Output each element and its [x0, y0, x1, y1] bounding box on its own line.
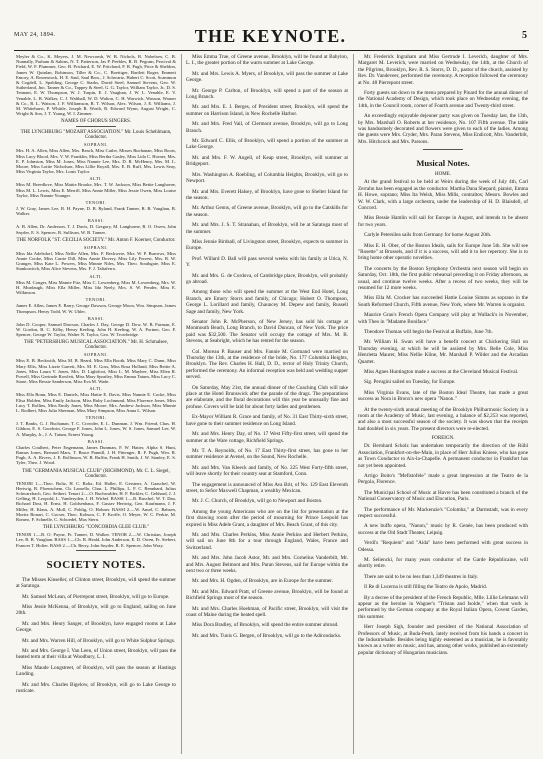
- society-note: Mr. and Mrs. Henry Day, of No. 17 West Fifty-first street, will spend the summer at the Ware cottage, Richfield Springs.: [186, 431, 348, 444]
- society-note: Among the young Americans who are on the list for presentation at the first drawing room after the period of mourning for Prince Leopold has expired is Miss Adele Grant, a daughter of Mrs. Beach Grant, of this city.: [186, 508, 348, 528]
- music-note: Sig. Perugini sailed on Tuesday, for Europe.: [364, 379, 456, 386]
- society-note: Ex-Mayor William R. Grace and family, of No. 31 East Thirty-sixth street, have gone to their summer residence on Long Island.: [186, 414, 348, 427]
- society-note: Mr. and Mrs. Charles Bigelow, of Brooklyn, will go to Lake George to rusticate.: [16, 681, 176, 695]
- divider: [76, 550, 116, 551]
- page-header: [14, 26, 527, 46]
- society-note: Mr. and Mrs. Tunis G. Bergen, of Brooklyn, will go to the Adirondacks.: [192, 632, 342, 639]
- society-note: Miss Jennie Birdsall, of Livingston street, Brooklyn, expects to summer in Europe.: [186, 238, 348, 252]
- society-note: Mr. and Mrs. John Jacob Astor, Mr. and Mrs. Cornelius Vanderbilt, Mr. and Mrs. August Belmont and Mrs. Paran Stevens, sail for Europe within the next two or three weeks.: [186, 555, 348, 574]
- issue-date: MAY 24, 1894.: [14, 32, 56, 38]
- singer-list: J. W. Gray, James Lee, R. H. Payne, D. B. Ryland, Frank Tanner, R. B. Vaughan, B. Walker.: [16, 206, 176, 217]
- singer-list: Miss M. Conger, Miss Mamie Fitz, Miss C. Lowenberg, Miss M. Lowenberg, Mrs. W. H. Murdaugh, Miss Ella Miller, Miss Ida Neely, Mrs. S. W. Pender, Miss E. Wilkinson.: [16, 279, 176, 296]
- subscriber-list: Meyler & Co., K. Meyers, J. M. Newcomb, W. B. Nichols, R. Nobelsen, C. B. Nunnally, Parham & Sabins, N. T. Patterson, Jas P. Peebles, R. B. Pegram, Percival & Field, W. F. Plummer, Geo. B. Prichard, E. W. Pritchard, F. R. Pugh, Price & Sheldon, James W. Quinlan, Robinson, Tiller & Co., C. Boettiger, Bartlett Roger, Emmett Emory, A. Rosenstock, H. E. Saul, Saul Bros., J. Schwartz, Hubert C. Scott, Scammon & Cogdell, L. Spalding, George C. Starks, David Steel, Samuel Stevens, Geo. W. Sutherland, Jno. Tanner & Co., Tappey & Steel, G. G. Taylor, William Taylor, Jr., D. S. Tennant, E. W. Thompson, W. J. Turpin, E. J. Vaughan, J. W. L. Venable, E. V. Venable, L. B. Walker, C. J. Walthall, W. D. Walton, C. H. Warwick, Wasson, Warner & Co., R. L. Watson, J. F. Williamson, R. T. Wilson, Alex. Wilson, J. E. Williams, J. M. Whitehurst, P. Whittle, Joseph R. Worth, R. Edward Wynn, August Wright, C. Wright & Son, J. T. Young, W. I. Zimmer.: [16, 54, 176, 117]
- music-note: By a decree of the president of the French Republic, Mlle. Lillie Lehmann will appear as the heroine in Wagner's "Tristan and Isolde," when that work is performed by the German company at the Royal Italian Opera, Covent Garden, this summer.: [358, 594, 528, 620]
- music-note: Carlyle Petersilea sails from Germany for home August 20th.: [364, 232, 492, 239]
- society-note: On Saturday, May 21st, the annual dinner of the Coaching Club will take place at the Hotel Brunswick after the parade of the drags. The preparations are elaborate, and the floral decorations will this year be unusually fine and profuse. Covers will be laid for about forty ladies and gentlemen.: [186, 384, 348, 410]
- music-note: Miss E. H. Ober, of the Boston Ideals, sails for Europe June 5th. She will see "Rosette" at Brussels, and if it is a success, will add it to her repertory. She is to bring home other operatic novelties.: [358, 242, 528, 262]
- masthead-title: THE KEYNOTE.: [194, 26, 347, 46]
- choir-heading: THE "PETERSBURG MUSICAL ASSOCIATION." Mr. H. Schmalsee, Conductor.: [24, 340, 168, 351]
- divider: [423, 149, 463, 150]
- music-note: Miss Agnes Huntington made a success at the Cleveland Musical Festival.: [364, 369, 519, 376]
- column-divider: [181, 54, 182, 754]
- voice-heading: BASSI.: [87, 438, 105, 444]
- society-note: Mr. and Mrs. George I. Van Leen, of Union street, Brooklyn, will pass the heated term at their villa at Woodbury, L. I.: [16, 648, 176, 661]
- foreign-subheading: FOREIGN.: [431, 436, 455, 442]
- music-note: M. Seliencki, for many years conductor of the Garde Républicaine, will shortly retire.: [358, 556, 528, 570]
- society-note: Mr. and Mrs. J. S. T. Stranahan, of Brooklyn, will be at Saratoga most of the summer.: [186, 222, 348, 235]
- music-note: Il Re di Lucerna is still filling the Teatro de Apolo, Madrid.: [364, 584, 488, 591]
- society-note: Mr. and Mrs. G. de Cordova, of Cambridge place, Brooklyn, will probably go abroad.: [186, 272, 348, 285]
- society-note: Mr. and Mrs. Henry Sanger, of Brooklyn, have engaged rooms at Lake George.: [16, 620, 176, 634]
- chorus-singers-heading: NAMES OF CHORUS SINGERS.: [60, 119, 131, 125]
- society-note: Mr. and Mrs. H. Ogden, of Brooklyn, are in Europe for the summer.: [192, 578, 333, 585]
- society-note: An exceedingly enjoyable dejeuner party was given on Tuesday last, the 13th, by Mrs. Marshall O. Roberts at her residence, No. 107 Fifth avenue. The table was handsomely decorated and flowers were given to each of the ladies. Among the guests were Mrs. Cryder, Mrs. Paran Stevens, Miss Endicott, Mrs. Vanderbilt, Mrs. Hitchcock and Mrs. Parsons.: [358, 113, 528, 145]
- voice-heading: TENORI.: [85, 297, 107, 303]
- singer-list: Miss E. B. Beckwith, Miss M. B. Beard, Miss Ella Booth, Miss Mary C. Dunn, Miss Mary Ellis, Miss Lizzie Garrett, Mrs. M. E. Goss, Miss Rosa Holland, Miss Bettie A. Jones, Miss Laura V. Jones, Mrs. D. Lightfoot, Miss L. M. Maybee, Miss Ellen R. Powell, Miss Gertrude Rowlett, Miss Mary Spratley, Miss Emma Tatum, Miss Lucy C. Stone, Miss Bessie Sanderson, Miss Eva M. Wade.: [16, 358, 176, 385]
- musical-notes-heading: Musical Notes.: [416, 158, 470, 169]
- voice-heading: SOPRANI.: [84, 352, 108, 358]
- society-note: Mr. and Mrs. Lewis A. Myers, of Brooklyn, will pass the summer at Lake George.: [186, 70, 348, 84]
- society-note: Mr. George P. Carlton, of Brooklyn, will spend a part of the season at Long Branch.: [186, 87, 348, 101]
- society-notes-heading: SOCIETY NOTES.: [46, 558, 146, 571]
- singer-list: TENOR 1.—R. O. Payne, Fr. Tanner, D. Walker. TENOR 2.—W. Christian, Joseph Lee, R. B. Vaughan. BASS 1.—Ch. R. Heald, John Anderson, E. D. Owen, Fr. Siebert, Frances T. Holter. BASS 2.—Ch. Berry, John Snyder, R. E. Spencer, John Wray.: [16, 532, 176, 548]
- society-note: Mr. and Mrs. Fred Vail, of Clermont avenue, Brooklyn, will go to Long Branch.: [186, 121, 348, 134]
- voice-heading: BASSI.: [87, 315, 105, 321]
- society-note: Mr. Samuel McLean, of Pierrepont street, Brooklyn, will go to Europe.: [22, 593, 170, 600]
- society-note: Miss Maude Longstreet, of Brooklyn, will pass the season at Hastings Landing.: [16, 664, 176, 678]
- society-note: Among those who will spend the summer at the West End Hotel, Long Branch, are Emory Storrs and family, of Chicago; Hubert O. Thompson, George L. Lorillard and family, Chauncey M. Depew and family, Russell Sage and family, New York.: [186, 289, 348, 315]
- home-subheading: HOME.: [435, 172, 451, 178]
- singer-list: TENORI 1.—Theo. Boltz, H. C. Boltz, Ed. Haller, E. Gerstner, A. Gaaschel, W. Hertwig, R. Floenschem, Ch. Laruello, Chas. L. Phillips, L. F. C. Rennhard, Julius Schwarzbach, Geo. Seibert. Tenori 2.—O. Buchwalder, H. F. Bickler, C. Gebhard, J. J. Gelling, H. Leopold, L. Vanderyden, J. H. Wirbel. BASSI 1.—R. Buschel, W. T. Dan, Richard Dost, H. Ernst, H. Goldsenhaus, F. Gustav Hertwig, Geo. Kaufmann, J. F. Miller, H. Klaus, A. Moll, C. Pohlig, O. Hohner. BASSI 2.—W. Ansel, C. Bahsen, Moritz Bonart, C. Gocser, Theo. Kobson, C. F. Kroffe, O. Meyer, W. C. Perkie, M. Romeo, F. Schnelle, C. Schoedel, Max Stern.: [16, 480, 176, 522]
- society-note: Mr. Arthur Genns, of Greene avenue, Brooklyn, will go to the Catskills for the season.: [186, 205, 348, 218]
- voice-heading: SOPRANI.: [84, 244, 108, 250]
- music-note: Miss Ella M. Crocker has succeeded Hattie Louise Simms as soprano in the South Reformed Church, Fifth avenue, New York, where Mr. Warren is organist.: [358, 295, 528, 308]
- singer-list: Mrs. H. A. Allen, Miss Allen, Mrs. Beach, Miss Cutler, Misses Buchanan, Miss Boots, Miss Lucy Blood, Mrs. V. W. Franklin, Miss Bertha Gasley, Miss Lida C. Horner, Mrs. E. P. Johnston, Miss M. Jones, Miss Nannie Lee, Mrs. D. R. McHenry, Mrs. M. L. Moore, Miss Lottie Nicholson, Miss Lillie Royall, Mrs. E. B. Ruff, Mrs. Lewis Seay, Miss Virginia Taylor, Mrs. Louis Taylor.: [16, 148, 176, 175]
- music-note: There are said to be no less than 1,349 theatres in Italy.: [364, 573, 479, 580]
- voice-heading: ALTI.: [89, 386, 103, 392]
- voice-heading: SOPRANI.: [84, 142, 108, 148]
- choir-heading: THE "GERMANIA MUSICAL CLUB" (RICHMOND). Mr. C. L. Siegel, Conductor.: [22, 468, 170, 479]
- society-note: Prof. Willard D. Ball will pass several weeks with his family at Utica, N. Y.: [186, 255, 348, 269]
- music-note: Arrigo Boito's "Mefistofele" made a great impression at the Teatro de la Pergola, Florence.: [358, 472, 528, 486]
- music-note: Maurice Grau's French Opera Company will play at Wallack's in November, with Theo in "Madame Boniface.": [358, 312, 528, 325]
- singer-list: J. T. Banks, G. J. Buchanan, T. C. Crowder, E. L. Dunman, J. Wm. Friend, Chas. H. Gibbon, E. S. Goodwin, George F. Jones, John L. Jones, W. S. Jones, Samuel Lee, W. A. Murphy, Jr., J. A. Tatum, Ernest Young.: [16, 421, 176, 437]
- society-note: Miss Emma True, of Greene avenue, Brooklyn, will be found at Babylon, L. I., the greater portion of the warm summer at Lake George.: [186, 54, 348, 67]
- singer-list: Charles Coulbert, Peter Engemann, James Dunman, F. W. Hatter, Alpha S. Hunt, Ramus Jones, Bernard Marx, T. Bruce Pannill, J. H. Pittenger, R. F. Pugh, Wm. R. Pugh, A. A. Rivers, J. E. Rollinson, W. B. Ruffin, Frank H. Smith, J. W. Stanley, E. S. Tyler, Theo. J. Wood.: [16, 444, 176, 466]
- page-number: 5: [522, 30, 527, 41]
- society-note: Mr. and Mrs. Everett Halsey, of Brooklyn, have gone to Shelter Island for the season.: [186, 188, 348, 201]
- singer-list: A. B. Allen, Dr. Anderson, T. J. Davis, D. Gregory, M. Langhorne, R. O. Owen, John Snyder, E. S. Spencer, R. Sullivan, W. B. Tanner.: [16, 224, 176, 235]
- music-note: The performance of Mr. Mackenzie's "Colomba," at Darmstadt, was in every respect successful.: [358, 506, 528, 519]
- voice-heading: BASSI.: [87, 218, 105, 224]
- music-note: Herr Joseph Sigh, founder and president of the National Association of Professors of Music, at Buda-Pesth, lately received from his hands a concert in the Industriehalle. Besides being highly esteemed as a musician, he is favorably known as a writer on music, and has, among other works, published an extremely popular dictionary of Hungarian musicians.: [358, 624, 528, 656]
- society-note: Mr. and Mrs. Warren Hill, of Brooklyn, will go to White Sulphur Springs.: [22, 637, 176, 644]
- music-note: Verdi's "Requiem" and "Aida" have been performed with great success in Odessa.: [358, 540, 528, 553]
- society-note: Forty guests sat down to the menu prepared by Pinard for the annual dinner of the National Academy of Design, which took place on Wednesday evening, the 14th, in the Council room, corner of Fourth avenue and Twenty-third street.: [358, 90, 528, 109]
- music-note: At the twenty-sixth annual meeting of the Brooklyn Philharmonic Society in a room at the Academy of Music, last evening, a balance of $2,253 was reported, and also a most successful season of the society. It was shown that the receipts had doubled in six years. The present directors were re-elected.: [358, 406, 528, 432]
- society-note: Col. Moreau P. Bauser and Mrs. Fannie M. Gormand were married on Thursday the 13th, at the residence of the bride, No. 177 Columbia Heights, Brooklyn. The Rev. Charles H. Hall, D. D., rector of Holy Trinity Church, performed the ceremony. An informal reception was held and wedding supper served.: [186, 348, 348, 381]
- music-note: The concerts by the Boston Symphony Orchestra next season will begin on Saturday, Oct. 18th, the first public rehearsal preceding it on Friday afternoon, as usual, and continue twelve weeks. After a recess of two weeks, they will be resumed for 12 more weeks.: [358, 265, 528, 291]
- singer-list: Miss M. Breedlove, Miss Mattie Brooke, Mrs. T. W. Jackson, Miss Bettie Langhorne, Miss M. L. Lewis, Miss E. Merrill, Miss Annie Miller, Miss Jessie Owen, Miss Louise Taylor, Miss Nannie Younger.: [16, 182, 176, 198]
- music-note: At the grand festival to be held at Weirs during the week of July 4th, Carl Zerrahn has been engaged as the conductor. Martha Dana Shepard, pianist, Emma H. Howe, soprano; Miss Ita Welsh, Miss Mills, contraltos; Messrs. Bowles and W. W. Clark, with a large orchestra, under the leadership of H. D. Blaisdell, of Concord.: [358, 179, 528, 211]
- music-note: Miss Virginia Evans, late of the Boston Ideal Theatre, has made a great success as Nora in Bronx's new opera "Nanon.": [358, 389, 528, 403]
- society-note: Mr. and Mrs. E. J. Berges, of President street, Brooklyn, will spend the summer on Harrison Island, in New Rochelle Harbor.: [186, 104, 348, 117]
- divider: [76, 126, 116, 127]
- header-rule: [14, 50, 529, 51]
- society-note: Miss Dora Bradley, of Brooklyn, will spend the entire summer abroad.: [192, 622, 339, 629]
- singer-list: John D. Cooper, Samuel Dawson, Charles J. Day, George D. Dow, W. B. Furman, E. W. Gordon, B. C. Kilby, Henry Keeling, John H. Keeling, W. A. Portner, Geo. F. Spencer, George W. Taylor, Walter N. Taylor, Geo. W. Trowbridge.: [16, 321, 176, 338]
- society-note: Mr. Edward C. Ellis, of Brooklyn, will spend a portion of the summer at Lake George.: [186, 138, 348, 151]
- column-2: [186, 54, 348, 754]
- singer-list: James E. Allen, James E. Barry, George Dawson, George Moon, Wm. Simpson, James Thompson, Henry Todd, W. W. Uhler.: [16, 303, 176, 314]
- singer-list: Miss Ida Adelsdorf, Miss Nellie Allen, Mrs. F. Beckwere, Mrs. W. P. Burrows, Miss Annie Cooke, Miss Carrie Dill, Miss Annie Dovery, Miss Lily Forrest, Mrs. R. W. Granger, Miss Kate L. Powers, Miss Minnie Niles, Mrs. Theo. Southgate, Miss E. Stankowitch, Miss Alice Stevens, Mrs. F. J. Taliaferro.: [16, 250, 176, 272]
- society-note: Mr. and Mrs. Charles Hoehman, of Pacific street, Brooklyn, will visit the coast of Maine during the heated spell.: [186, 605, 348, 619]
- column-1: [16, 54, 176, 754]
- society-note: Mrs. Washington A. Roebling, of Columbia Heights, Brooklyn, will go to Newport.: [186, 171, 348, 185]
- society-note: Senator John R. McPherson, of New Jersey, has sold his cottage at Monmouth Beach, Long Branch, to David Duncan, of New York. The price paid was $32,500. The Senator will occupy the cottage of Mrs. M. B. Stevens, at Seabright, which he has rented for the season.: [186, 319, 348, 345]
- society-note: Mr. and Mrs. Van Kleeck and family, of No. 225 West Forty-fifth street, will leave shortly for their country seat at Stamford, Conn.: [186, 464, 348, 478]
- voice-heading: ALTI.: [89, 176, 103, 182]
- music-note: Mr. William H. Swan will have a benefit concert at Chickering Hall on Thursday evening, at which he will be assisted by Mrs. Belle Cole, Miss Henrietta Maurer, Miss Nellie Kline, Mr. Marshall P. Wilder and the Arcadian Quartet.: [358, 339, 528, 365]
- music-note: A new buffo opera, "Nanon," music by R. Genée, has been produced with success at the Old Stadt Theater, Leipsig.: [358, 523, 528, 536]
- society-note: Miss Jessie McKenna, of Brooklyn, will go to England, sailing on June 20th.: [16, 604, 176, 617]
- choir-heading: THE LYNCHBURG "MOZART ASSOCIATION." Mr. Louis Schehlmann, Conductor.: [20, 130, 172, 141]
- society-note: Mr. Frederick Ingraham and Miss Gertrude I. Leverich, daughter of Mrs. Margaret M. Leverich, were married on Wednesday, the 14th, at the Church of the Pilgrims, Brooklyn, Rev. R. S. Storrs, D. D., pastor of the church, assisted by Rev. Dr. Vandeveer, performed the ceremony. A reception followed the ceremony at No. 48 Pierrepont street.: [358, 54, 528, 86]
- music-note: Theodore Thomas will begin the Festival at Buffalo, June 7th.: [364, 329, 493, 335]
- music-note: The Municipal School of Music at Havre has been constituted a branch of the National Conservatory of Music and Elocution, Paris.: [358, 489, 528, 503]
- society-note: Mr. and Mrs. F. W. Angell, of Keap street, Brooklyn, will summer at Bridgeport.: [186, 154, 348, 168]
- column-divider: [353, 54, 354, 754]
- society-note: The engagement is announced of Miss Ava Brit, of No. 129 East Eleventh street, to Señor Maxwell Chapman, a wealthy Mexican.: [186, 481, 348, 494]
- voice-heading: ALTI.: [89, 273, 103, 279]
- society-note: Mr. J. C. Church, of Brooklyn, will go to Newport and Boston.: [192, 498, 323, 505]
- society-note: The Misses Kinseller, of Clinton street, Brooklyn, will spend the summer at Saratoga.: [16, 576, 176, 590]
- column-3: [358, 54, 528, 754]
- voice-heading: TENORI.: [85, 200, 107, 206]
- society-note: Mr. and Mrs. Edward Pratt, of Greene avenue, Brooklyn, will be found at Richfield Springs most of the season.: [186, 588, 348, 602]
- music-note: Miss Bessie Hamlin will sail for Europe in August, and intends to be absent for two years.: [358, 215, 528, 228]
- singer-list: Miss Ella Bonn, Miss E. Daniels, Miss Hattie E. Davis, Miss Nannie E. Cocke, Miss Elisa Holden, Miss Emily Jackson, Miss Ruby Lochmund, Miss Florence Jones, Miss Lucy T. Rollins, Miss Emily Jones, Miss Moore, Mrs. Andrew Jackson, Miss Minnie L. Rodbert, Miss Julia Sherman, Miss Mary Simpson, Miss Anna L. Wilson.: [16, 392, 176, 413]
- voice-heading: TENORI.: [85, 415, 107, 421]
- society-note: Mr. T. A. Reynolds, of No. 17 East Thirty-first street, has gone to her summer residence at Avenel, on the Sound, New Rochelle.: [186, 447, 348, 461]
- choir-heading: THE NORFOLK "ST. CECILIA SOCIETY." Mr. Anton F. Koerner, Conductor.: [16, 237, 176, 243]
- society-note: Mr. and Mrs. Charles Perkins, Miss Annie Perkins and Herbert Perkins, will sail on June 8th for a tour through England, Wales, France and Switzerland.: [186, 531, 348, 551]
- choir-heading: THE LYNCHBURG "CONCORDIA GLEE CLUB.": [42, 525, 150, 531]
- music-note: Dr. Bernhard Scholz has undertaken temporarily the direction of the Rühl Association, Frankfort-on-the-Main, in place of Herr Julius Kniese, who has gone as Town Conductor to Aix-la-Chapelle. A permanent conductor in Frankfort has not yet been appointed.: [358, 443, 528, 469]
